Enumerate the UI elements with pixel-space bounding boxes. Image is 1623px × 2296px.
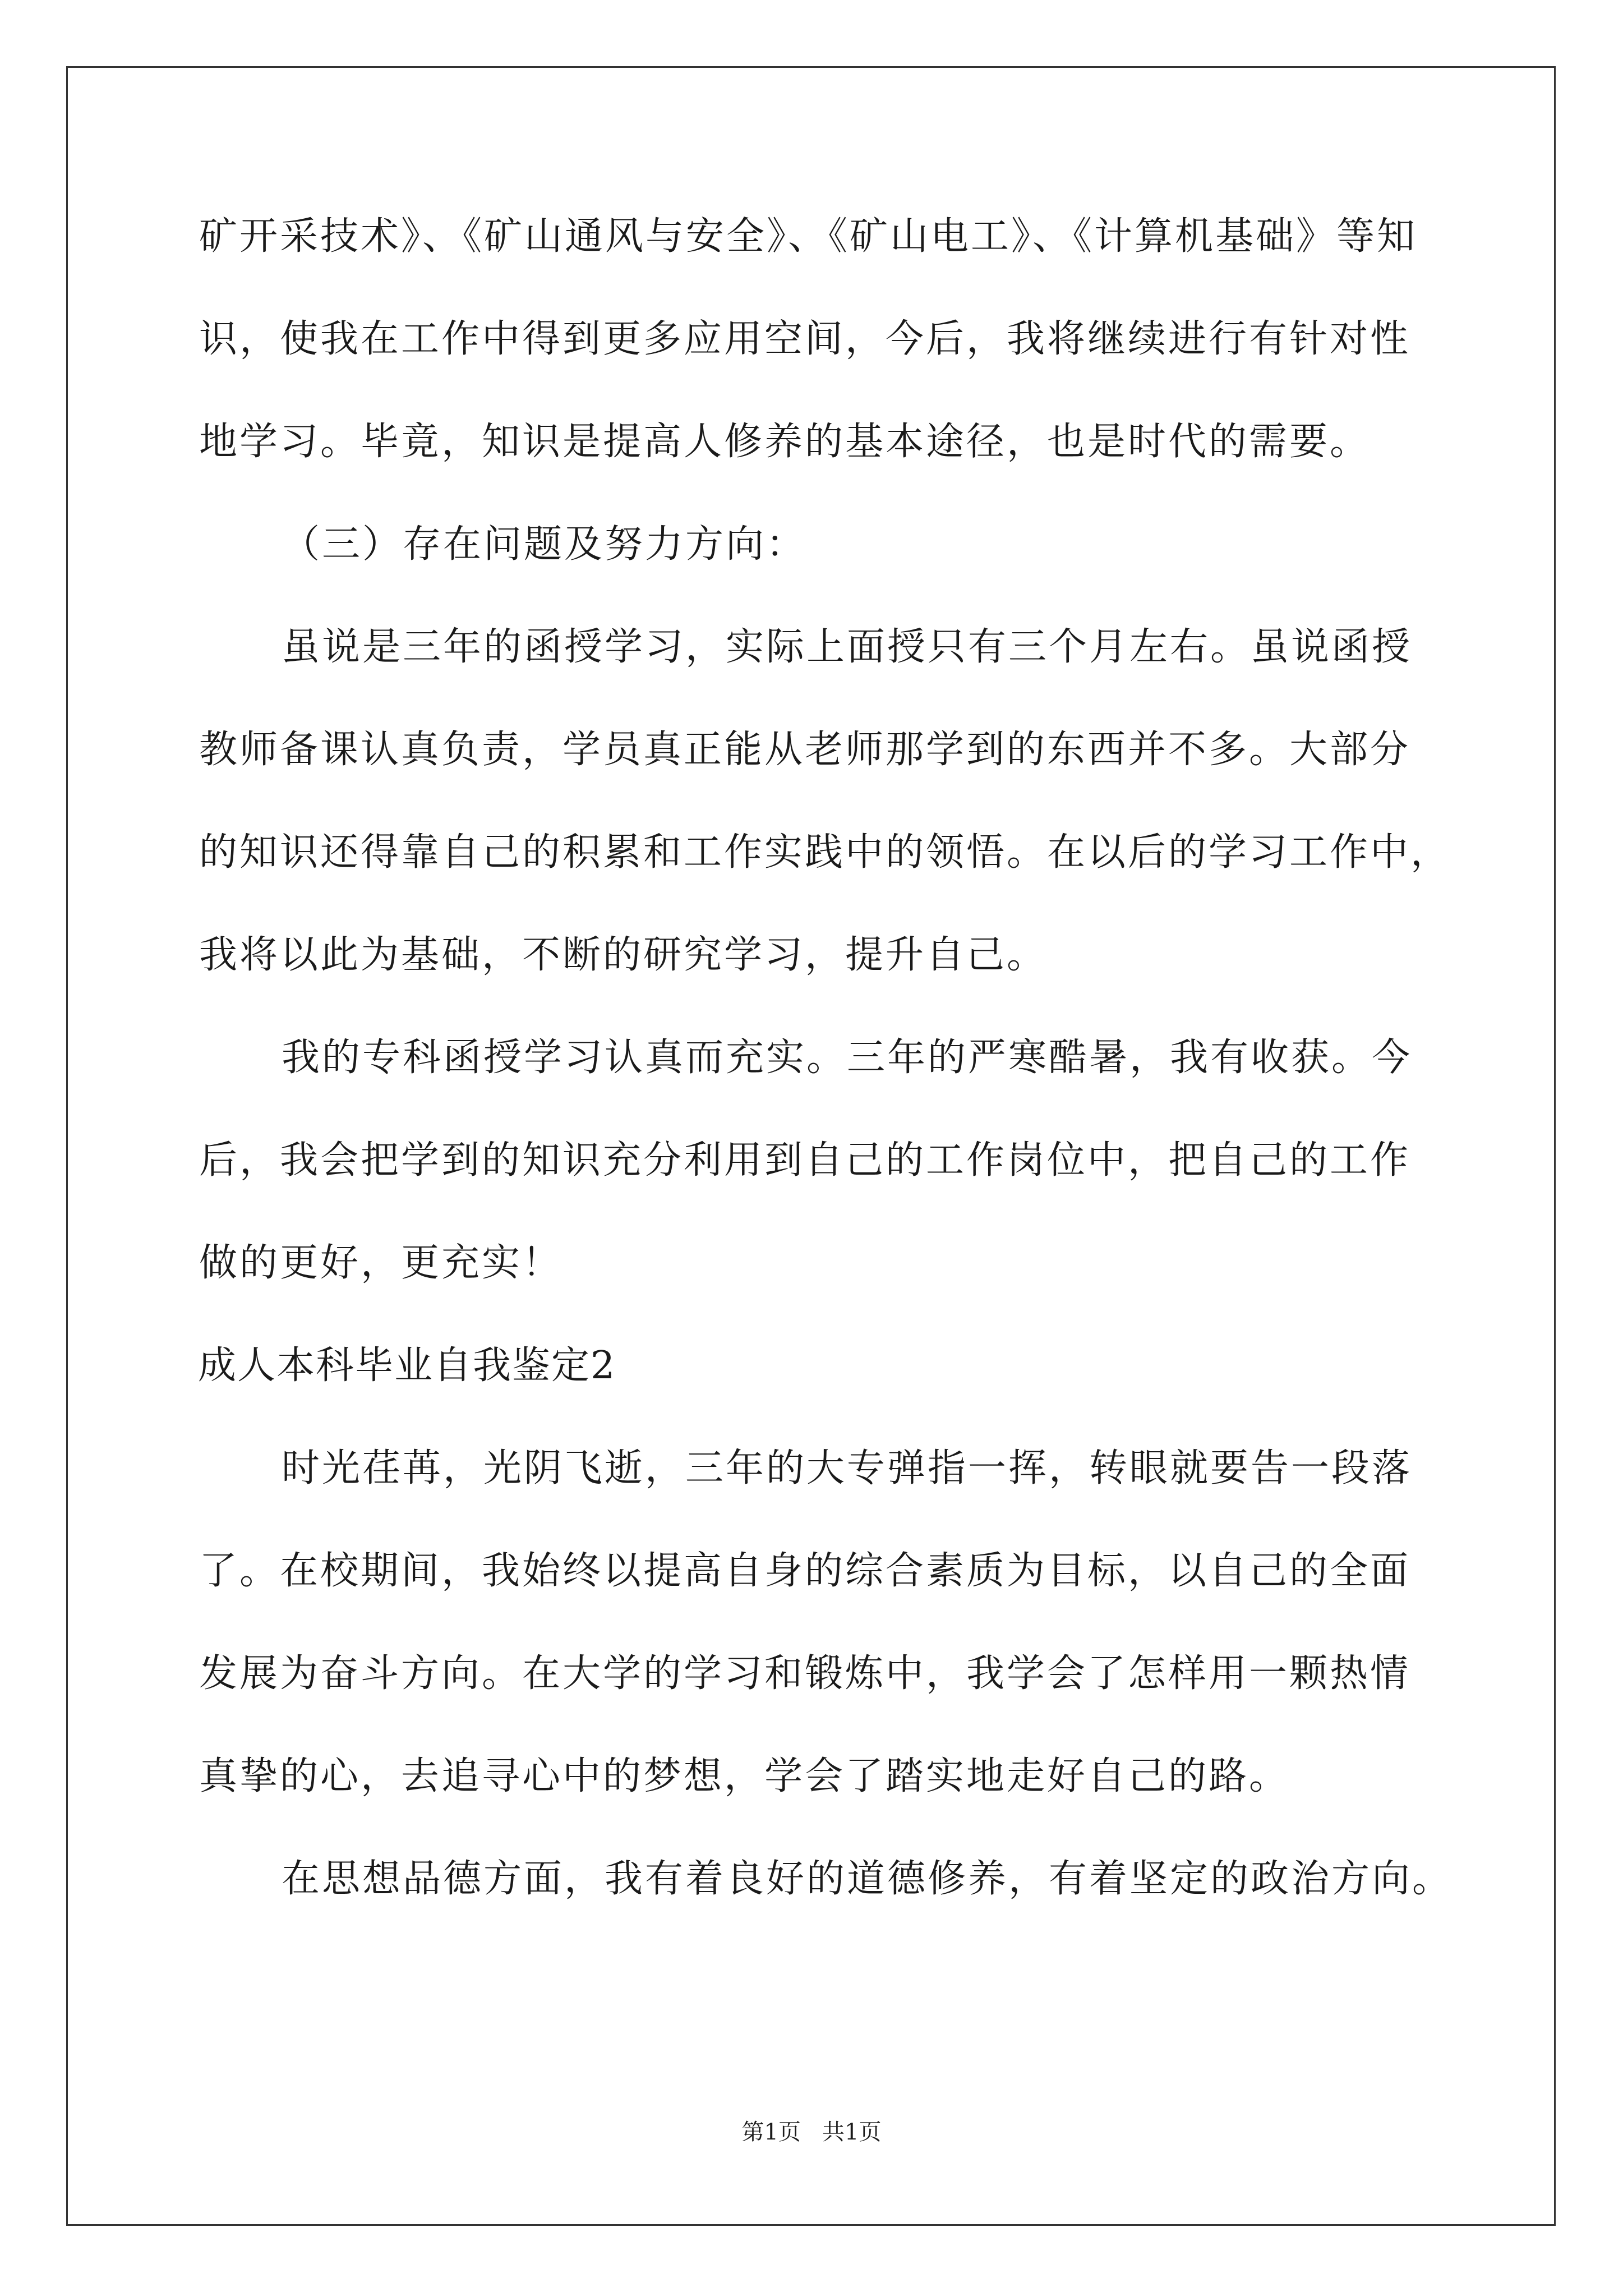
page-number: 第1页 [741, 2119, 801, 2145]
paragraph-line: 发展为奋斗方向。在大学的学习和锻炼中，我学会了怎样用一颗热情 [199, 1651, 1411, 1696]
paragraph-line: 我的专科函授学习认真而充实。三年的严寒酷暑，我有收获。今 [282, 1036, 1413, 1080]
paragraph-line: 了。在校期间，我始终以提高自身的综合素质为目标，以自己的全面 [199, 1549, 1411, 1593]
page-footer [0, 2119, 1623, 2146]
document-title: 成人本科毕业自我鉴定2 [198, 1343, 616, 1388]
paragraph-line: 我将以此为基础，不断的研究学习，提升自己。 [199, 933, 1048, 977]
paragraph-line: 地学习。毕竟，知识是提高人修养的基本途径，也是时代的需要。 [199, 420, 1371, 464]
paragraph-line: 识，使我在工作中得到更多应用空间，今后，我将继续进行有针对性 [199, 317, 1411, 361]
paragraph-line: 的知识还得靠自己的积累和工作实践中的领悟。在以后的学习工作中， [199, 830, 1451, 875]
paragraph-line: 真挚的心，去追寻心中的梦想，学会了踏实地走好自己的路。 [199, 1754, 1290, 1798]
paragraph-line: 在思想品德方面，我有着良好的道德修养，有着坚定的政治方向。 [282, 1857, 1453, 1901]
paragraph-line: 教师备课认真负责，学员真正能从老师那学到的东西并不多。大部分 [199, 728, 1411, 772]
section-heading: （三）存在问题及努力方向： [282, 522, 807, 567]
page-total: 共1页 [822, 2119, 882, 2145]
paragraph-line: 做的更好，更充实！ [199, 1241, 563, 1285]
paragraph-line: 时光荏苒，光阴飞逝，三年的大专弹指一挥，转眼就要告一段落 [282, 1446, 1413, 1490]
paragraph-line: 虽说是三年的函授学习，实际上面授只有三个月左右。虽说函授 [282, 625, 1413, 669]
paragraph-line: 后，我会把学到的知识充分利用到自己的工作岗位中，把自己的工作 [199, 1138, 1411, 1182]
paragraph-line: 矿开采技术》、《矿山通风与安全》、《矿山电工》、《计算机基础》等知 [199, 214, 1418, 259]
